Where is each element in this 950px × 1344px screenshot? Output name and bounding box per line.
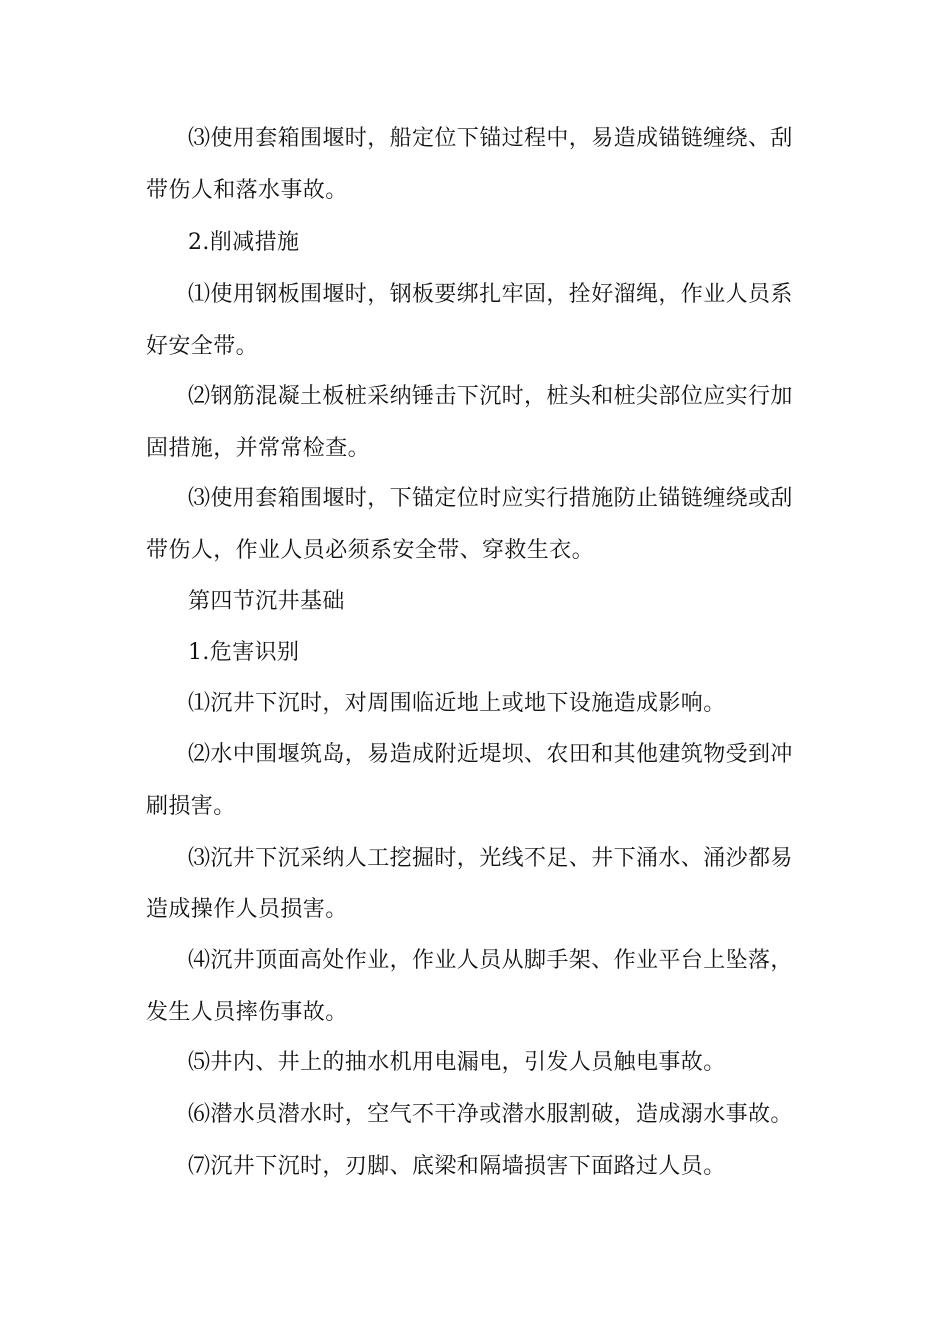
section-heading: 第四节沉井基础 [188, 589, 345, 614]
paragraph-line: ⑷沉井顶面高处作业，作业人员从脚手架、作业平台上坠落， [188, 948, 793, 973]
paragraph-line: ⑶使用套箱围堰时，船定位下锚过程中，易造成锚链缠绕、刮 [188, 126, 793, 151]
paragraph-line: ⑹潜水员潜水时，空气不干净或潜水服割破，造成溺水事故。 [188, 1102, 793, 1127]
paragraph-line: ⑵钢筋混凝土板桩采纳锤击下沉时，桩头和桩尖部位应实行加 [188, 384, 793, 409]
paragraph-line: 造成操作人员损害。 [146, 897, 348, 922]
paragraph-line: ⑵水中围堰筑岛，易造成附近堤坝、农田和其他建筑物受到冲 [188, 742, 793, 767]
paragraph-line: 固措施，并常常检查。 [146, 436, 371, 461]
paragraph-line: 刷损害。 [146, 794, 236, 819]
paragraph-line: ⑴使用钢板围堰时，钢板要绑扎牢固，拴好溜绳，作业人员系 [188, 282, 793, 307]
paragraph-line: ⑸井内、井上的抽水机用电漏电，引发人员触电事故。 [188, 1050, 726, 1075]
paragraph-line: 带伤人，作业人员必须系安全带、穿救生衣。 [146, 538, 595, 563]
paragraph-line: 发生人员摔伤事故。 [146, 1000, 348, 1025]
paragraph-line: 带伤人和落水事故。 [146, 178, 348, 203]
paragraph-line: ⑶使用套箱围堰时，下锚定位时应实行措施防止锚链缠绕或刮 [188, 486, 793, 511]
paragraph-line: ⑶沉井下沉采纳人工挖掘时，光线不足、井下涌水、涌沙都易 [188, 846, 793, 871]
section-heading: 1.危害识别 [188, 640, 300, 665]
paragraph-line: ⑺沉井下沉时，刃脚、底梁和隔墙损害下面路过人员。 [188, 1154, 726, 1179]
paragraph-line: ⑴沉井下沉时，对周围临近地上或地下设施造成影响。 [188, 691, 726, 716]
section-heading: 2.削减措施 [188, 230, 300, 255]
paragraph-line: 好安全带。 [146, 334, 259, 359]
